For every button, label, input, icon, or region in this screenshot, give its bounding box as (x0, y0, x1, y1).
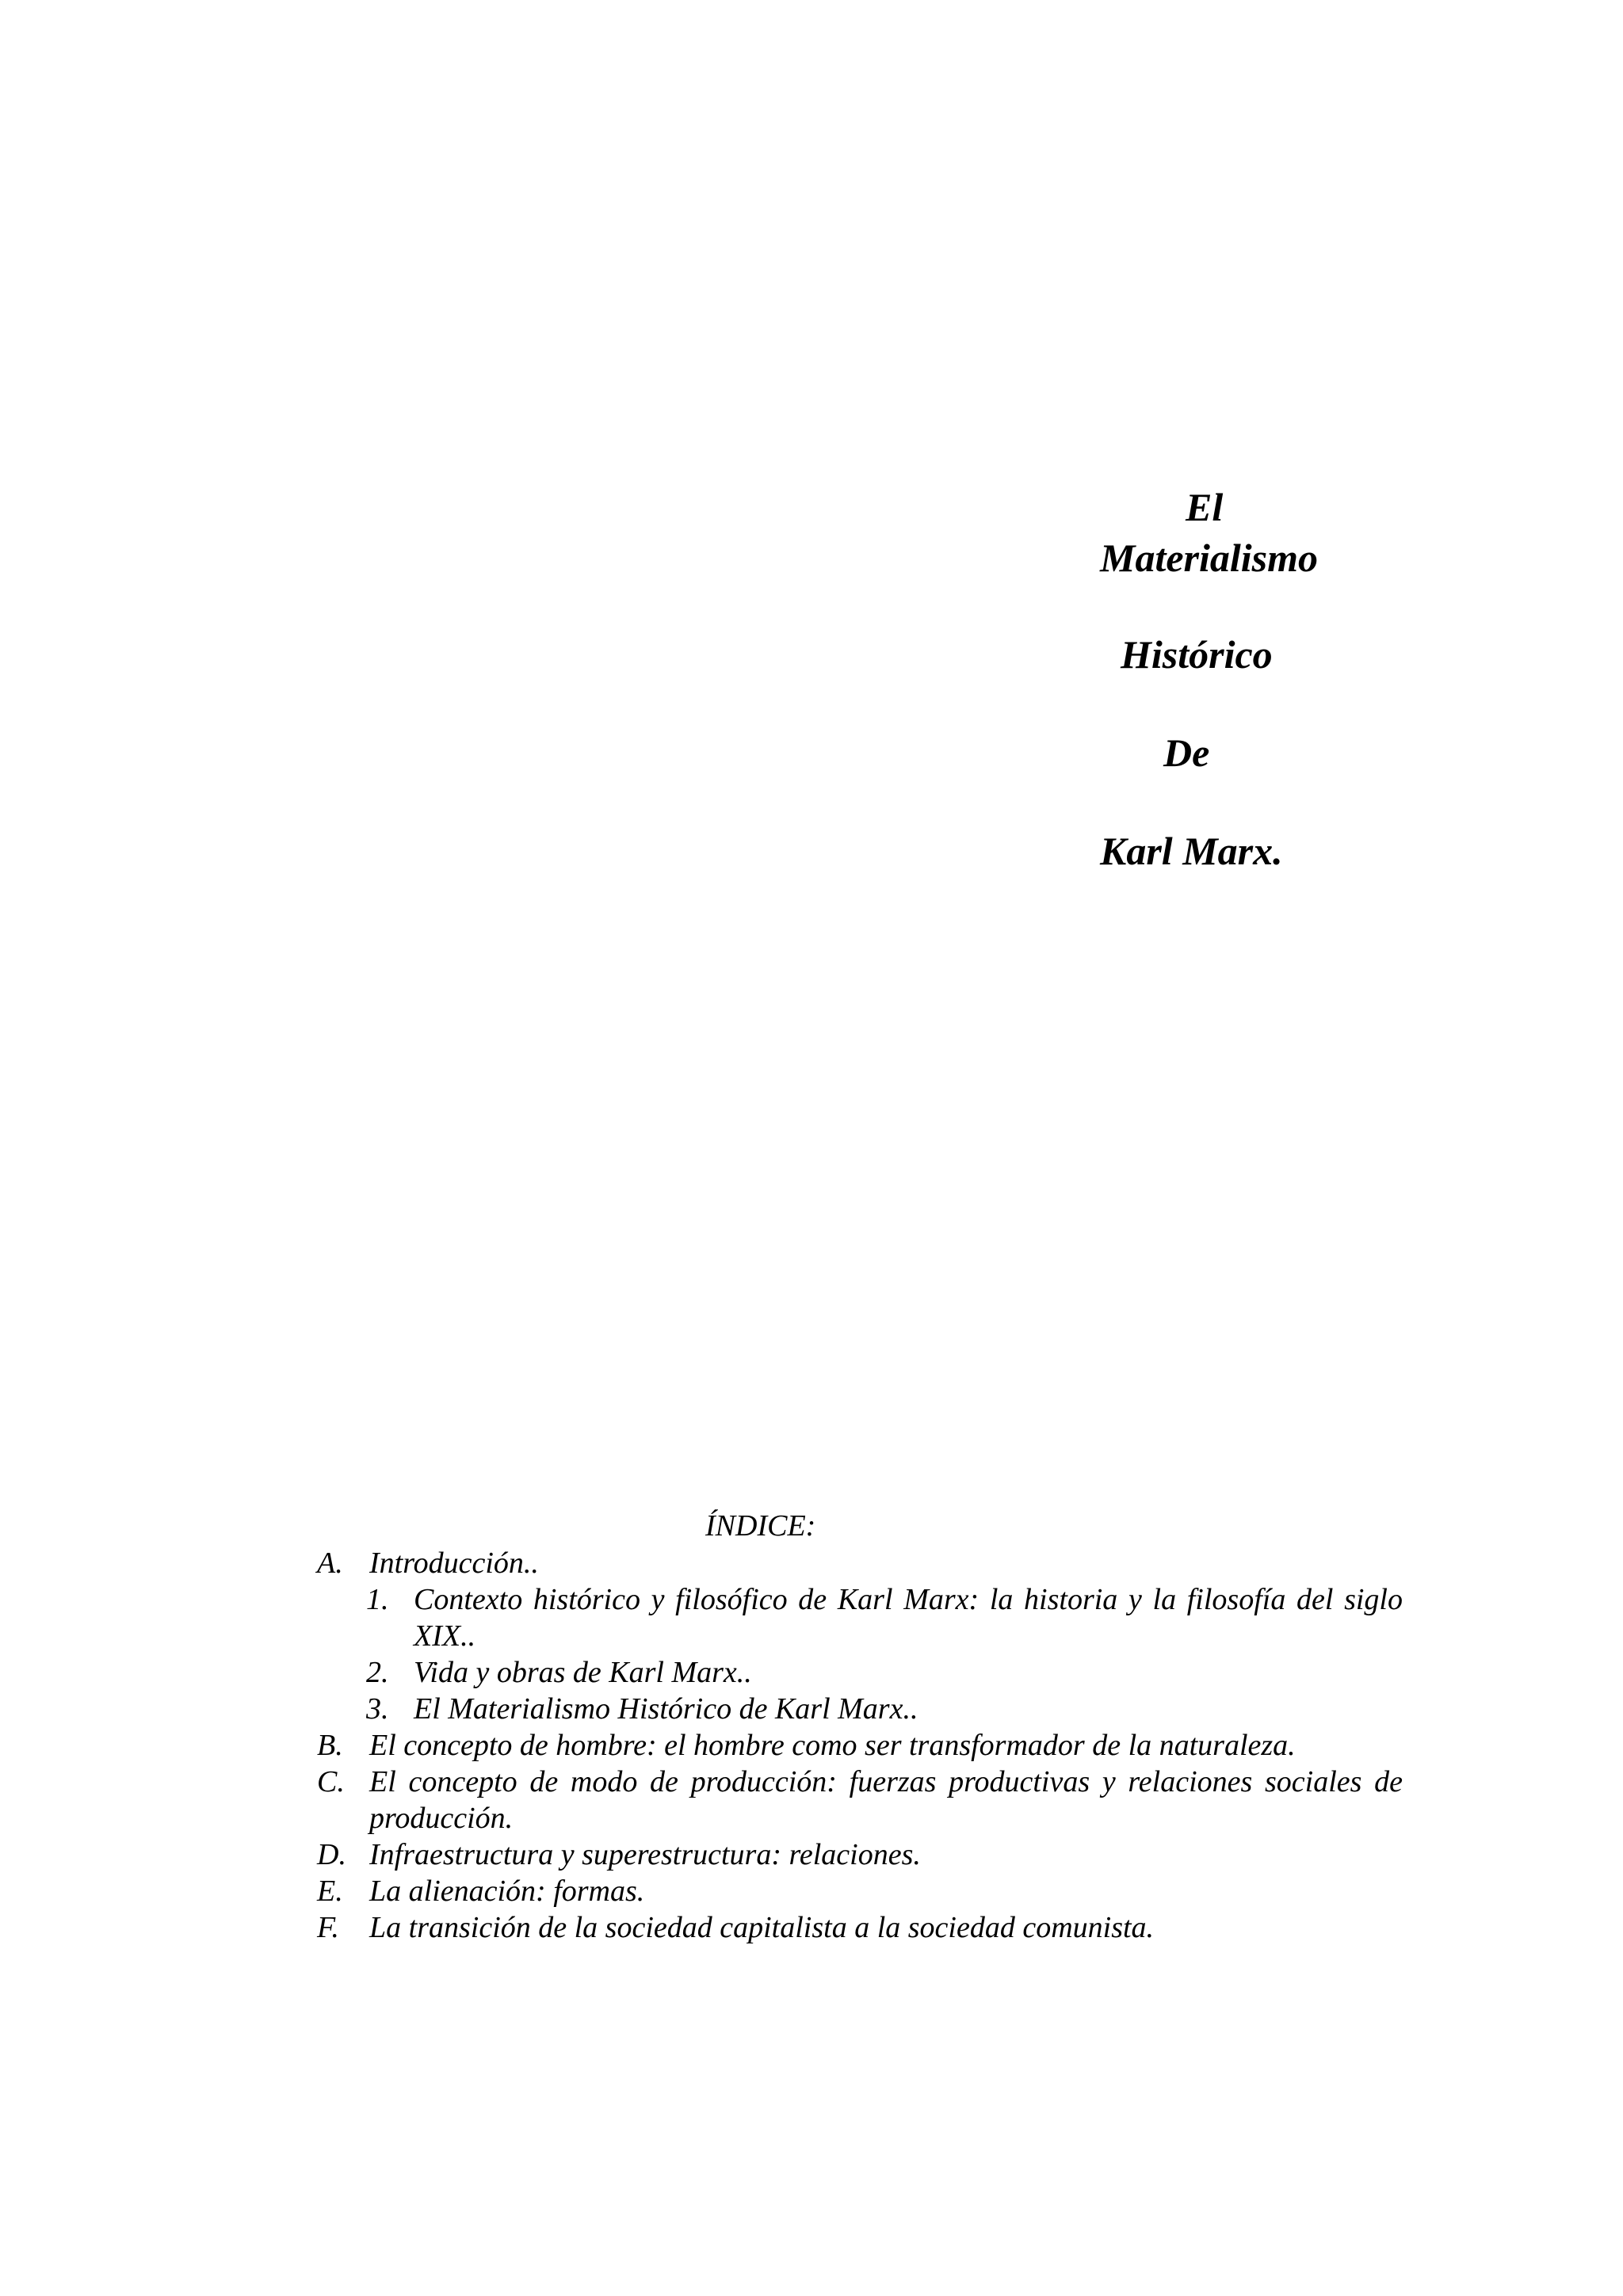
index-item-marker: D. (317, 1838, 346, 1871)
index-item-text: La alienación: formas. (369, 1875, 645, 1908)
index-item-marker: 3. (366, 1692, 389, 1726)
index-heading: ÍNDICE: (705, 1509, 816, 1543)
index-item-a-1 (366, 1581, 1403, 1654)
index-item-marker: E. (317, 1875, 343, 1908)
index-item-marker: 1. (366, 1583, 389, 1616)
title-line-historico: Histórico (1121, 632, 1273, 677)
index-item-text: El concepto de modo de producción: fuerzas productivas y relaciones sociales de producción. (369, 1765, 1403, 1835)
index-item-marker: B. (317, 1729, 343, 1762)
index-item-marker: F. (317, 1911, 339, 1944)
index-item-text: La transición de la sociedad capitalista a la sociedad comunista. (369, 1911, 1155, 1944)
index-item-marker: C. (317, 1765, 345, 1798)
title-line-el: El (1186, 485, 1224, 529)
index-item-text: Contexto histórico y filosófico de Karl Marx: la historia y la filosofía del siglo XIX.. (414, 1583, 1403, 1653)
index-item-text: El Materialismo Histórico de Karl Marx.. (414, 1692, 918, 1726)
index-item-a (317, 1545, 1403, 1581)
index-item-text: Introducción.. (369, 1547, 539, 1580)
title-line-materialismo: Materialismo (1100, 536, 1319, 580)
title-line-de: De (1163, 730, 1210, 775)
index-item-d (317, 1836, 1403, 1873)
index-item-text: Vida y obras de Karl Marx.. (414, 1656, 752, 1689)
index-item-b (317, 1727, 1403, 1764)
index-item-text: Infraestructura y superestructura: relaciones. (369, 1838, 921, 1871)
index-item-e (317, 1873, 1403, 1909)
index-item-marker: 2. (366, 1656, 389, 1689)
index-list (317, 1545, 1403, 1946)
title-line-karl-marx: Karl Marx. (1100, 829, 1283, 873)
index-item-f (317, 1909, 1403, 1946)
index-item-text: El concepto de hombre: el hombre como ser transformador de la naturaleza. (369, 1729, 1296, 1762)
index-item-a-2 (366, 1654, 1403, 1691)
index-item-a-3 (366, 1691, 1403, 1727)
index-item-c (317, 1764, 1403, 1836)
index-item-marker: A. (317, 1547, 343, 1580)
